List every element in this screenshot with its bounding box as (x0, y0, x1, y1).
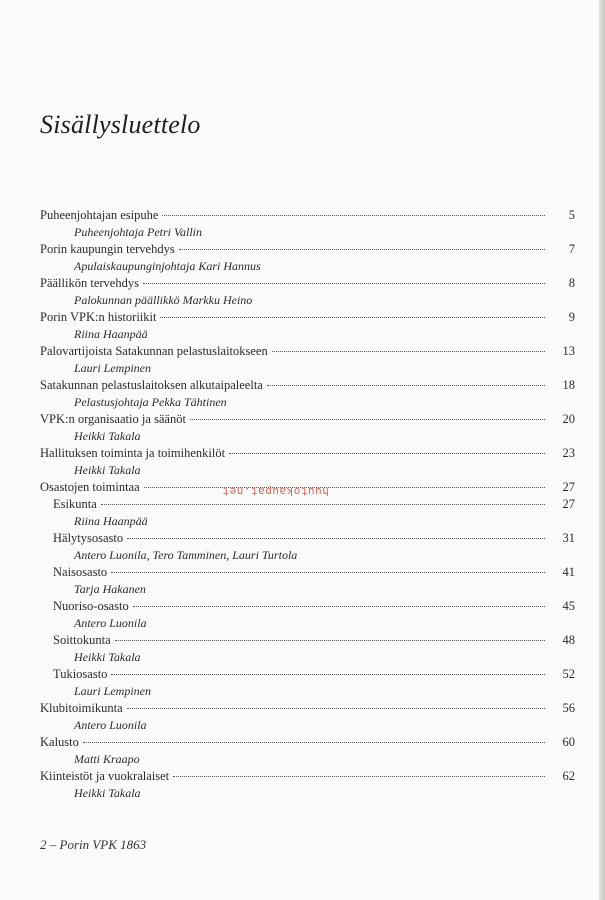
toc-page-number: 7 (568, 242, 575, 256)
toc-entry-label: Klubitoimikunta (40, 701, 123, 715)
toc-entry-label: Porin VPK:n historiikit (40, 310, 157, 324)
dot-leader (111, 571, 545, 573)
toc-entry-label: Hälytysosasto (53, 531, 124, 545)
page-footer: 2 – Porin VPK 1863 (40, 837, 147, 852)
toc-page-number: 41 (562, 565, 575, 579)
toc-author: Heikki Takala (74, 429, 141, 443)
toc-entry (40, 207, 575, 224)
toc-subentry (40, 666, 575, 683)
toc-subentry (40, 632, 575, 649)
dot-leader (101, 503, 545, 505)
toc-entry (40, 700, 575, 717)
toc-entry-label: Päällikön tervehdys (40, 276, 139, 290)
toc-page-number: 56 (562, 701, 575, 715)
toc-author: Antero Luonila (74, 616, 147, 630)
toc-page-number: 9 (568, 310, 575, 324)
dot-leader (179, 248, 545, 250)
toc-entry (40, 309, 575, 326)
toc-entry-label: Satakunnan pelastuslaitoksen alkutaipaleelta (40, 378, 263, 392)
toc-author: Pelastusjohtaja Pekka Tähtinen (74, 395, 227, 409)
toc-author: Apulaiskaupunginjohtaja Kari Hannus (74, 259, 261, 273)
toc-author: Lauri Lempinen (74, 361, 152, 375)
toc-entry-label: Naisosasto (53, 565, 108, 579)
toc-page-number: 8 (568, 276, 575, 290)
toc-page-number: 13 (562, 344, 575, 358)
dot-leader (127, 537, 545, 539)
watermark: huutokaupat.net (222, 485, 329, 498)
toc-entry-label: VPK:n organisaatio ja säänöt (40, 412, 186, 426)
toc-author: Palokunnan päällikkö Markku Heino (74, 293, 253, 307)
dot-leader (115, 639, 545, 641)
toc-page-number: 23 (562, 446, 575, 460)
toc-entry (40, 734, 575, 751)
page-title: Sisällysluettelo (40, 110, 201, 139)
toc-entry (40, 377, 575, 394)
toc-author: Heikki Takala (74, 650, 141, 664)
toc-page-number: 52 (562, 667, 575, 681)
dot-leader (190, 418, 545, 420)
toc-author: Riina Haanpää (74, 514, 148, 528)
toc-page-number: 62 (562, 769, 575, 783)
toc-entry-label: Kiinteistöt ja vuokralaiset (40, 769, 170, 783)
dot-leader (160, 316, 545, 318)
toc-page-number: 60 (562, 735, 575, 749)
page-edge (599, 0, 605, 900)
dot-leader (173, 775, 545, 777)
toc-entry-label: Palovartijoista Satakunnan pelastuslaitokseen (40, 344, 268, 358)
toc-entry-label: Puheenjohtajan esipuhe (40, 208, 159, 222)
dot-leader (133, 605, 545, 607)
toc-author: Riina Haanpää (74, 327, 148, 341)
toc-entry (40, 241, 575, 258)
toc-entry-label: Porin kaupungin tervehdys (40, 242, 175, 256)
dot-leader (127, 707, 545, 709)
toc-entry (40, 768, 575, 785)
toc-author: Matti Kraapo (74, 752, 140, 766)
toc-entry-label: Tukiosasto (53, 667, 108, 681)
toc-entry (40, 275, 575, 292)
dot-leader (267, 384, 545, 386)
toc-subentry (40, 530, 575, 547)
toc-entry-label: Osastojen toimintaa (40, 480, 140, 494)
toc-subentry (40, 598, 575, 615)
toc-page-number: 31 (562, 531, 575, 545)
toc-page-number: 45 (562, 599, 575, 613)
toc-author: Lauri Lempinen (74, 684, 152, 698)
toc-entry (40, 343, 575, 360)
toc-author: Puheenjohtaja Petri Vallin (74, 225, 202, 239)
toc-entry-label: Hallituksen toiminta ja toimihenkilöt (40, 446, 226, 460)
toc-entry-label: Nuoriso-osasto (53, 599, 129, 613)
toc-page-number: 48 (562, 633, 575, 647)
toc-entry-label: Esikunta (53, 497, 97, 511)
toc-subentry (40, 564, 575, 581)
toc-entry-label: Soittokunta (53, 633, 111, 647)
toc-author: Tarja Hakanen (74, 582, 146, 596)
dot-leader (111, 673, 545, 675)
toc-page-number: 27 (562, 480, 575, 494)
toc-page-number: 27 (562, 497, 575, 511)
toc-entry (40, 445, 575, 462)
dot-leader (143, 282, 545, 284)
dot-leader (144, 486, 545, 488)
toc-page-number: 20 (562, 412, 575, 426)
toc-author: Heikki Takala (74, 463, 141, 477)
toc-subentry (40, 496, 575, 513)
dot-leader (229, 452, 545, 454)
dot-leader (162, 214, 545, 216)
toc-page-number: 18 (562, 378, 575, 392)
toc-entry (40, 411, 575, 428)
toc-entry-label: Kalusto (40, 735, 79, 749)
toc-page-number: 5 (568, 208, 575, 222)
toc-author: Antero Luonila (74, 718, 147, 732)
dot-leader (83, 741, 545, 743)
dot-leader (272, 350, 545, 352)
table-of-contents (40, 207, 575, 802)
toc-author: Antero Luonila, Tero Tamminen, Lauri Turtola (74, 548, 298, 562)
toc-author: Heikki Takala (74, 786, 141, 800)
